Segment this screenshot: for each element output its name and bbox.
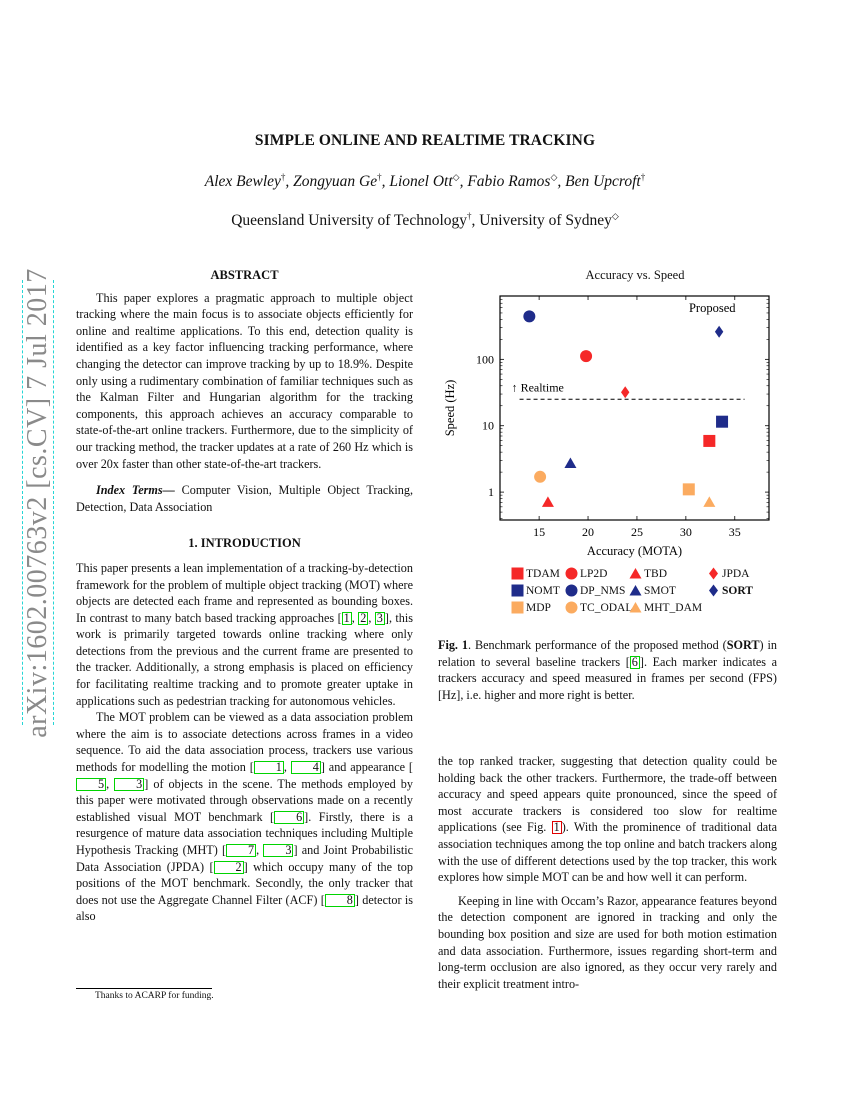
right-column <box>438 753 777 992</box>
citation-link[interactable]: 3 <box>114 778 144 791</box>
author-list: Alex Bewley†, Zongyuan Ge†, Lionel Ott◇, Fabio Ramos◇, Ben Upcroft† <box>204 172 646 191</box>
introduction-heading: 1. INTRODUCTION <box>188 536 301 551</box>
legend-label: TBD <box>644 567 667 580</box>
legend-item <box>629 601 702 614</box>
legend-label: MHT_DAM <box>644 601 703 614</box>
intro-text: ] which occupy many of the top positions of the MOT benchmark. Secondly, the only tracker that does not use the Aggregate Channel Filter (ACF) [ <box>76 859 413 907</box>
legend-label: TC_ODAL <box>580 601 633 614</box>
caption-text: . Benchmark performance of the proposed method ( <box>468 638 727 652</box>
intro-text: This paper presents a lean implementation of a tracking-by-detection framework for the problem of multiple object tracking (MOT) where objects are detected each frame and represented as bounding boxes. In contrast to many batch based tracking approaches [ <box>76 560 413 625</box>
abstract-heading: ABSTRACT <box>210 268 279 282</box>
footnote-divider <box>76 988 212 989</box>
realtime-label: ↑ Realtime <box>511 380 564 395</box>
data-point-mdp <box>683 483 695 495</box>
legend-item <box>565 584 625 597</box>
affiliation-name: Queensland University of Technology <box>231 212 468 230</box>
plot-frame <box>500 296 769 520</box>
chart-title: Accuracy vs. Speed <box>585 268 685 282</box>
affiliation-mark: ◇ <box>550 172 558 182</box>
x-tick-label: 35 <box>728 525 741 539</box>
circle-marker-icon <box>565 584 578 597</box>
legend-item <box>565 601 632 614</box>
legend-label: SORT <box>722 584 753 597</box>
intro-paragraph-1: This paper presents a lean implementation of a tracking-by-detection framework for the problem of multiple object tracking (MOT) where objects are detected each frame and represented as bounding boxes. In contrast to many batch based tracking approaches [ 1 , 2 , 3 ], this work is primarily targeted towards online tracking where only detections from the previous and the current frame are presented to the tracker. Additionally, a strong emphasis is placed on efficiency for facilitating realtime tracking and to promote greater uptake in applications such as pedestrian tracking for autonomous vehicles. <box>76 560 414 708</box>
legend-label: TDAM <box>526 567 560 580</box>
accuracy-speed-chart <box>436 285 781 565</box>
legend-label: DP_NMS <box>580 584 626 597</box>
data-point-dp-nms <box>523 310 535 322</box>
intro-text: ], this work is primarily targeted towards online tracking where only detections from the previous and the current frame are presented to the tracker. Additionally, a strong emphasis is placed on efficiency for facilitating realtime tracking and to promote greater uptake in applications such as pedestrian tracking for autonomous vehicles. <box>76 610 414 708</box>
data-point-tbd <box>542 496 554 507</box>
citation-link[interactable]: 5 <box>76 778 106 791</box>
affiliation-mark: ◇ <box>611 211 619 221</box>
affiliation-mark: † <box>640 172 646 182</box>
intro-text: ] of objects in the scene. The methods employed by this paper were motivated through observations made on a recently established visual MOT benchmark [ <box>76 776 413 824</box>
author-name: Zongyuan Ge <box>293 173 378 191</box>
legend-item <box>629 584 676 597</box>
legend-item <box>511 567 560 580</box>
right-paragraph-2: Keeping in line with Occam’s Razor, appearance features beyond the detection component are ignored in tracking and only the bounding box position and size are used for both motion estimation and data association. Furthermore, issues regarding short-term and long-term occlusion are also ignored, as they occur very rarely and their explicit treatment intro- <box>438 893 777 991</box>
data-point-nomt <box>716 416 728 428</box>
intro-paragraph-2: The MOT problem can be viewed as a data association problem where the aim is to associate detections across frames in a video sequence. To aid the data association process, trackers use various methods for modelling the motion [ 1 , 4 ] and appearance [5 , 3 ] of objects in the scene. The methods employed by this paper were motivated through observations made on a recently established visual MOT benchmark [ 6 ]. Firstly, there is a resurgence of mature data association techniques including Multiple Hypothesis Tracking (MHT) [ 7 , 3 ] and Joint Probabilistic Data Association (JPDA) [ 2 ] which occupy many of the top positions of the MOT benchmark. Secondly, the only tracker that does not use the Aggregate Channel Filter (ACF) [ 8 ] detector is also <box>76 710 414 924</box>
data-point-mht-dam <box>703 496 715 507</box>
legend-label: SMOT <box>644 584 676 597</box>
legend-item <box>707 567 749 580</box>
x-tick-label: 30 <box>679 525 692 539</box>
citation-link[interactable]: 6 <box>631 654 638 669</box>
affiliations: Queensland University of Technology†, University of Sydney◇ <box>231 211 619 230</box>
diamond-marker-icon <box>707 584 720 597</box>
legend-label: LP2D <box>580 567 608 580</box>
arxiv-stamp[interactable] <box>22 267 54 738</box>
triangle-marker-icon <box>629 601 642 614</box>
square-marker-icon <box>511 601 524 614</box>
citation-link[interactable]: 1 <box>343 610 350 625</box>
caption-text: ) in relation to several baseline trackers [ <box>438 638 777 669</box>
citation-link[interactable]: 7 <box>226 844 256 857</box>
left-column <box>76 267 413 925</box>
affiliation-mark: † <box>377 172 382 182</box>
author-name: Ben Upcroft <box>565 173 641 191</box>
figure-ref-link[interactable]: 1 <box>553 820 560 835</box>
square-marker-icon <box>511 567 524 580</box>
citation-link[interactable]: 2 <box>214 861 244 874</box>
x-tick-label: 25 <box>630 525 643 539</box>
figure-caption <box>438 637 777 703</box>
circle-marker-icon <box>565 601 578 614</box>
right-paragraph-1 <box>438 753 777 886</box>
intro-text: ] and appearance [ <box>320 760 413 775</box>
affiliation-name: University of Sydney <box>479 212 612 230</box>
caption-bold: SORT <box>726 638 760 652</box>
y-axis-label: Speed (Hz) <box>443 379 457 437</box>
index-terms-label: Index Terms— <box>96 483 175 498</box>
data-point-sort <box>715 326 723 338</box>
index-terms-text: Computer Vision, Multiple Object Tracking, Detection, Data Association <box>76 483 413 514</box>
legend-item <box>511 584 560 597</box>
legend-label: JPDA <box>722 567 750 580</box>
x-tick-label: 20 <box>582 525 595 539</box>
intro-text: ] detector is also <box>76 892 413 924</box>
diamond-marker-icon <box>707 567 720 580</box>
citation-link[interactable]: 3 <box>263 844 293 857</box>
legend-label: NOMT <box>526 584 560 597</box>
citation-link[interactable]: 2 <box>360 610 367 625</box>
index-terms <box>76 482 413 515</box>
triangle-marker-icon <box>629 584 642 597</box>
legend-item <box>629 567 667 580</box>
y-tick-label: 10 <box>482 418 494 433</box>
data-point-tdam <box>703 435 715 447</box>
citation-link[interactable]: 3 <box>376 610 383 625</box>
author-name: Alex Bewley <box>204 173 281 191</box>
caption-text: ]. Each marker indicates a trackers accuracy and speed measured in frames per second (FPS) [Hz], i.e. higher and more right is better. <box>438 654 777 702</box>
paper-title: SIMPLE ONLINE AND REALTIME TRACKING <box>254 132 596 149</box>
data-point-tc-odal <box>534 471 546 483</box>
intro-text: The MOT problem can be viewed as a data association problem where the aim is to associate detections across frames in a video sequence. To aid the data association process, trackers use various methods for modelling the motion [ <box>76 710 413 775</box>
figure-label: Fig. 1 <box>438 638 469 652</box>
x-tick-label: 15 <box>533 525 546 539</box>
citation-link[interactable]: 4 <box>291 761 321 774</box>
intro-text: ] and Joint Probabilistic Data Association (JPDA) [ <box>76 843 414 874</box>
y-tick-label: 100 <box>476 352 494 367</box>
intro-text: the top ranked tracker, suggesting that detection quality could be holding back the other trackers. Furthermore, the trade-off between accuracy and speed appears quite pronounced, since the speed of most accurate trackers is considered too slow for realtime applications (see Fig. <box>438 754 777 835</box>
square-marker-icon <box>511 584 524 597</box>
affiliation-mark: † <box>467 211 472 221</box>
affiliation-mark: † <box>280 172 286 182</box>
abstract-text: This paper explores a pragmatic approach to multiple object tracking where the main focus is to associate objects efficiently for online and realtime applications. To this end, detection quality is identified as a key factor influencing tracking performance, where changing the detector can improve tracking by up to 18.9%. Despite only using a rudimentary combination of familiar techniques such as the Kalman Filter and Hungarian algorithm for the tracking components, this approach achieves an accuracy comparable to state-of-the-art online trackers. Furthermore, due to the simplicity of our tracking method, the tracker updates at a rate of 260 Hz which is over 20x faster than other state-of-the-art trackers. <box>76 290 413 471</box>
intro-text: ]. Firstly, there is a resurgence of mature data association techniques including Multiple Hypothesis Tracking (MHT) [ <box>76 809 414 857</box>
proposed-annotation: Proposed <box>688 300 736 315</box>
data-point-smot <box>564 457 576 468</box>
affiliation-mark: ◇ <box>452 172 460 182</box>
citation-link[interactable]: 8 <box>325 894 355 907</box>
arxiv-id-link[interactable]: arXiv:1602.00763v2 [cs.CV] 7 Jul 2017 <box>22 267 53 738</box>
triangle-marker-icon <box>629 567 642 580</box>
legend-item <box>511 601 551 614</box>
y-tick-label: 1 <box>488 485 494 500</box>
x-axis-label: Accuracy (MOTA) <box>586 544 683 558</box>
author-name: Fabio Ramos <box>467 173 551 191</box>
intro-text: ). With the prominence of traditional data association techniques among the top online and batch trackers along with the use of different detections used by the top tracker, this work explores how simple MOT can be and how well it can perform. <box>438 820 777 885</box>
citation-link[interactable]: 6 <box>274 811 304 824</box>
data-point-lp2d <box>580 350 592 362</box>
footnote: Thanks to ACARP for funding. <box>95 991 214 1001</box>
circle-marker-icon <box>565 567 578 580</box>
author-name: Lionel Ott <box>389 173 453 191</box>
citation-link[interactable]: 1 <box>254 761 284 774</box>
legend-item <box>707 584 753 597</box>
data-point-jpda <box>621 386 629 398</box>
legend-label: MDP <box>526 601 551 614</box>
legend-item <box>565 567 607 580</box>
